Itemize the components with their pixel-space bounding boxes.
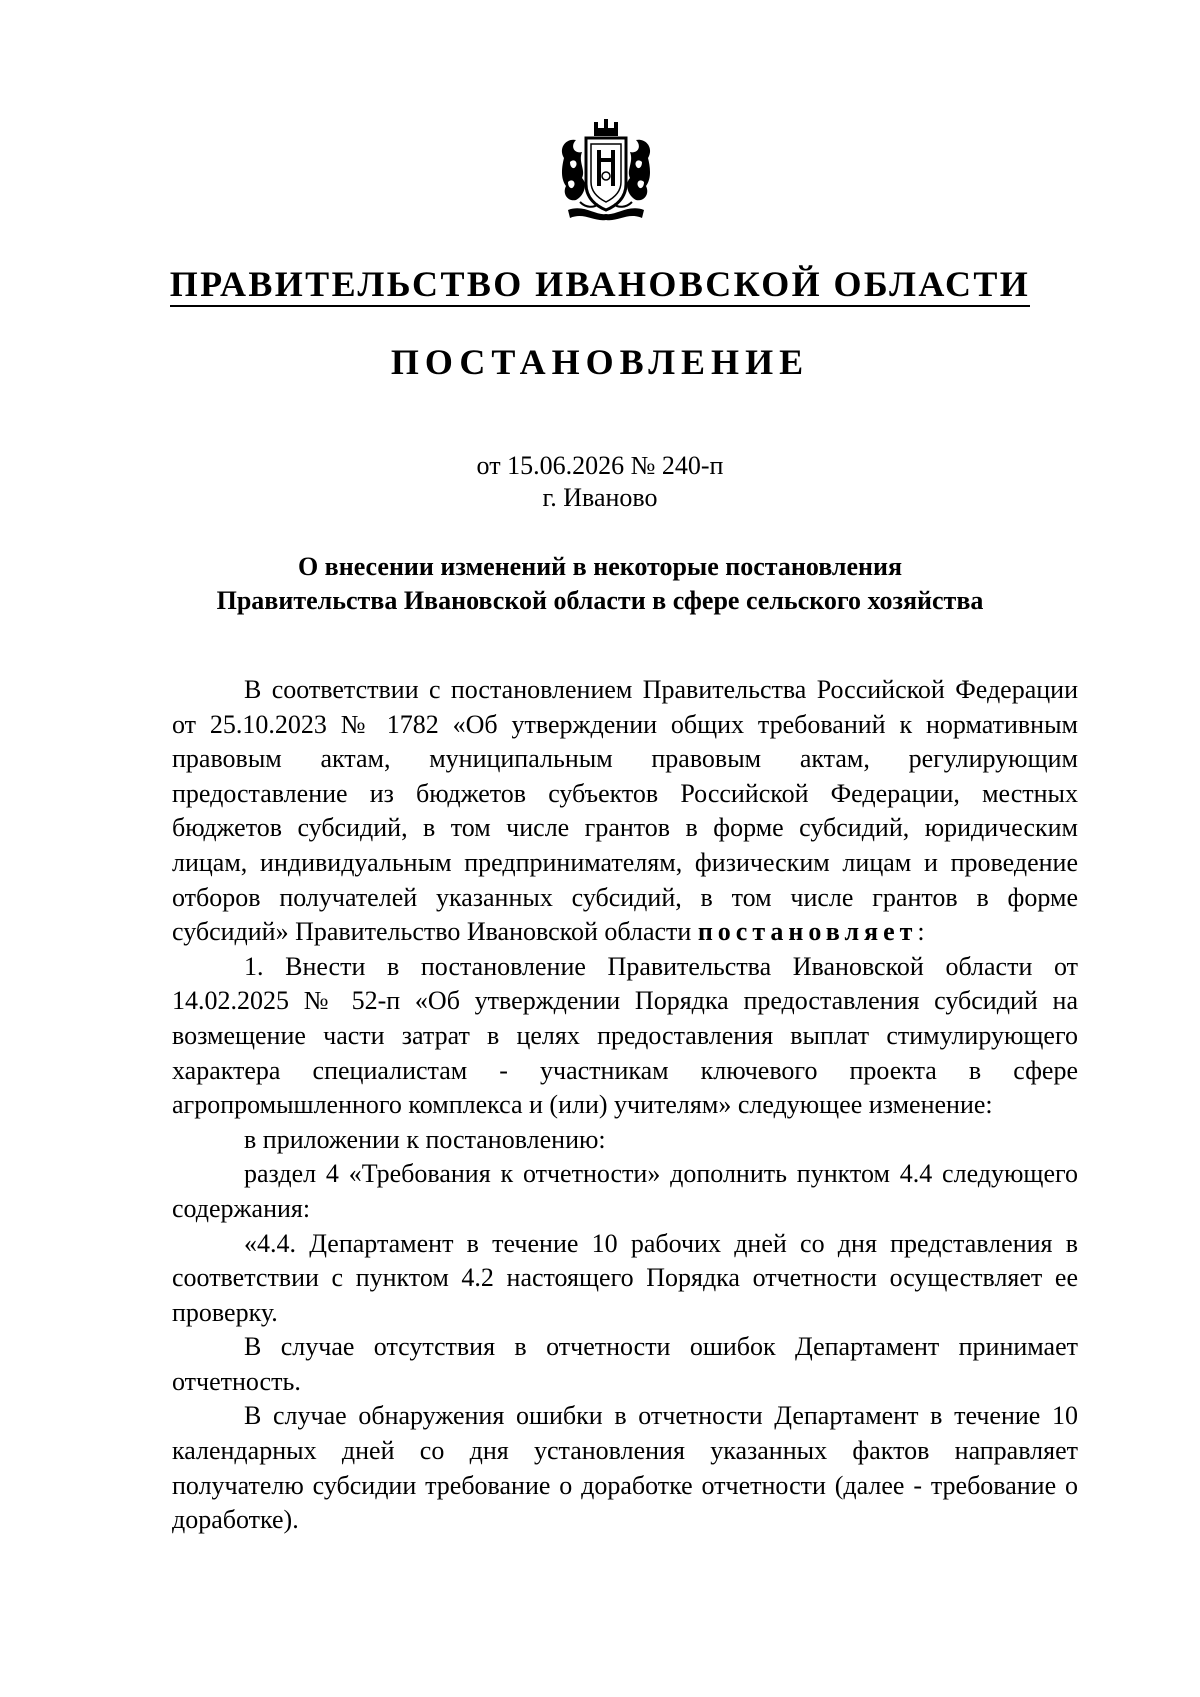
body-paragraph: в приложении к постановлению:: [244, 1124, 606, 1154]
document-type-heading: ПОСТАНОВЛЕНИЕ: [390, 342, 810, 382]
body-paragraph: В случае обнаружения ошибки в отчетности Департамент в течение 10 календарных дней со дня установления указанных фактов направляет получателю субсидии требование о доработке отчетности (далее - требование о доработке).: [172, 1401, 1078, 1535]
date-number: от 15.06.2026 № 240-п: [476, 451, 724, 480]
city: г. Иваново: [542, 483, 658, 512]
document-meta: [0, 450, 1200, 514]
body-paragraph: раздел 4 «Требования к отчетности» дополнить пунктом 4.4 следующего содержания:: [172, 1159, 1078, 1223]
body-paragraph: «4.4. Департамент в течение 10 рабочих дней со дня представления в соответствии с пунктом 4.2 настоящего Порядка отчетности осуществляет ее проверку.: [172, 1228, 1078, 1327]
body-paragraph: В случае отсутствия в отчетности ошибок Департамент принимает отчетность.: [172, 1332, 1078, 1396]
document-body: [172, 673, 1078, 1538]
preamble-text: В соответствии с постановлением Правительства Российской Федерации от 25.10.2023 № 1782 «Об утверждении общих требований к нормативным правовым актам, муниципальным правовым актам, регулирующим предоставление из бюджетов субъектов Российской Федерации, местных бюджетов субсидий, в том числе грантов в форме субсидий, юридическим лицам, индивидуальным предпринимателям, физическим лицам и проведение отборов получателей указанных субсидий, в том числе грантов в форме субсидий» Правительство Ивановской области: [172, 675, 1078, 947]
preamble-keyword: постановляет: [697, 917, 918, 947]
subject-line-2: Правительства Ивановской области в сфере сельского хозяйства: [216, 586, 984, 615]
document-subject: [0, 550, 1200, 618]
body-paragraph: 1. Внести в постановление Правительства Ивановской области от 14.02.2025 № 52-п «Об утверждении Порядка предоставления субсидий на возмещение части затрат в целях предоставления выплат стимулирующего характера специалистам - участникам ключевого проекта в сфере агропромышленного комплекса и (или) учителям» следующее изменение:: [172, 951, 1078, 1120]
preamble-paragraph: [172, 673, 1078, 950]
preamble-end: :: [917, 917, 925, 947]
organization-heading: [0, 262, 1200, 306]
organization-name: ПРАВИТЕЛЬСТВО ИВАНОВСКОЙ ОБЛАСТИ: [170, 264, 1030, 307]
subject-line-1: О внесении изменений в некоторые постановления: [297, 552, 903, 581]
coat-of-arms-icon: [556, 118, 656, 226]
